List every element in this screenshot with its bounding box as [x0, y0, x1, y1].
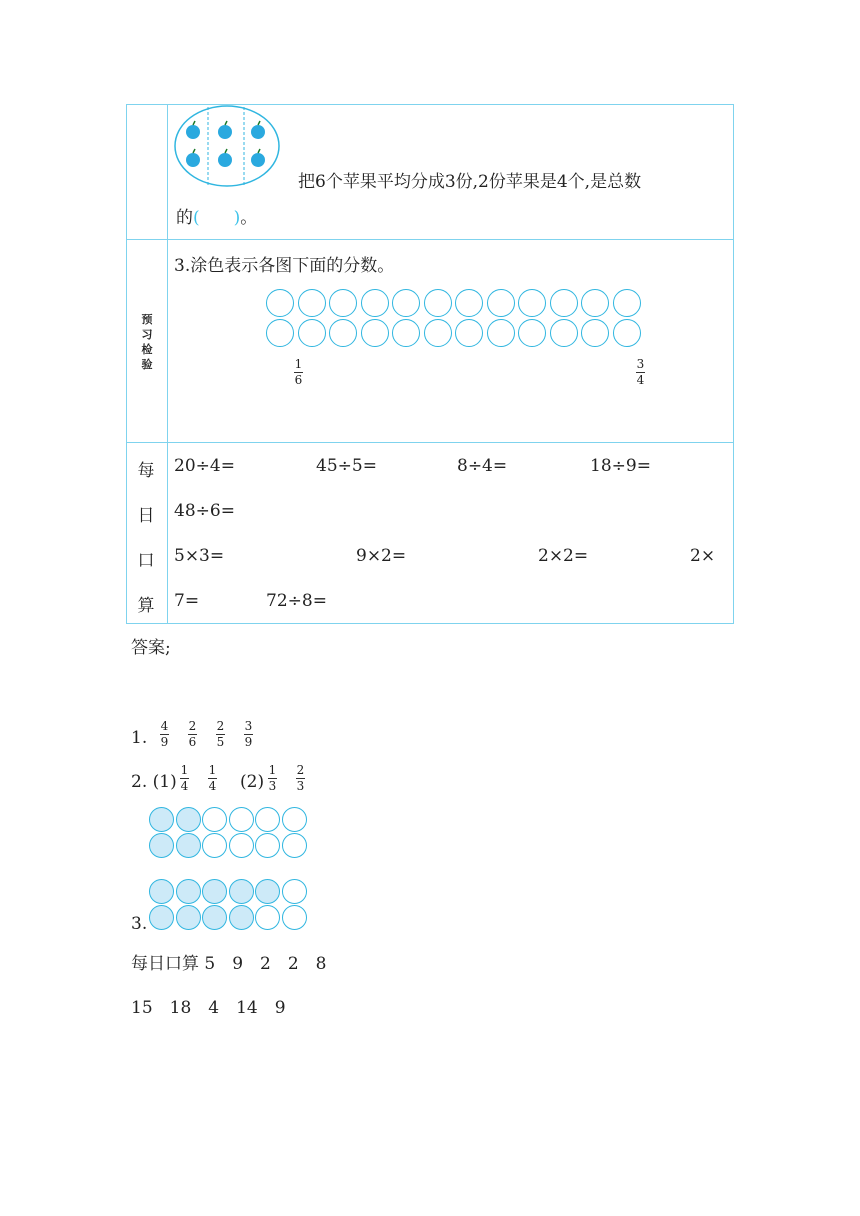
blank-circle[interactable] — [392, 319, 420, 347]
blank-circle[interactable] — [581, 319, 609, 347]
blank-circle[interactable] — [581, 289, 609, 317]
denominator: 4 — [208, 779, 217, 793]
answer-daily-line2: 15 18 4 14 9 — [131, 998, 286, 1018]
blank-circle[interactable] — [266, 289, 294, 317]
label-char: 习 — [141, 328, 153, 341]
shaded-circle — [149, 905, 174, 930]
blank-circle[interactable] — [392, 289, 420, 317]
shaded-circle — [202, 879, 227, 904]
shaded-circle — [202, 905, 227, 930]
calc-item: 20÷4= — [174, 456, 235, 476]
shaded-circle — [229, 879, 254, 904]
blank-circle[interactable] — [455, 319, 483, 347]
blank-circle[interactable] — [550, 289, 578, 317]
apple-oval-illustration — [172, 103, 282, 189]
answer2-label: 2. (1) — [131, 772, 177, 792]
answer1-label: 1. — [131, 728, 148, 748]
shaded-circle — [176, 807, 201, 832]
blank-circle[interactable] — [487, 289, 515, 317]
blank-circle[interactable] — [298, 289, 326, 317]
blank-circle[interactable] — [550, 319, 578, 347]
answer1-fraction — [244, 720, 253, 749]
fraction-three-fourths — [636, 358, 645, 387]
fraction-one-sixth — [294, 358, 303, 387]
shaded-circle — [229, 905, 254, 930]
daily-label-char: 算 — [137, 596, 155, 616]
answers-heading: 答案; — [131, 638, 171, 658]
shaded-circle — [176, 879, 201, 904]
table-row-divider-2 — [126, 442, 734, 443]
denominator: 9 — [244, 735, 253, 749]
blank-circle[interactable] — [424, 319, 452, 347]
shaded-circle — [149, 833, 174, 858]
calc-item: 8÷4= — [457, 456, 508, 476]
denominator: 4 — [180, 779, 189, 793]
unshaded-circle — [255, 807, 280, 832]
calc-item: 5×3= — [174, 546, 225, 566]
shaded-circle — [176, 833, 201, 858]
answer2-fraction — [296, 764, 305, 793]
calc-item: 9×2= — [356, 546, 407, 566]
answer1-fraction — [216, 720, 225, 749]
numerator: 2 — [188, 719, 197, 733]
question2-prefix: 的 — [176, 208, 193, 228]
question2-line2 — [176, 208, 257, 228]
blank-circle[interactable] — [518, 319, 546, 347]
blank-circle[interactable] — [298, 319, 326, 347]
unshaded-circle — [255, 905, 280, 930]
answer2-fraction — [268, 764, 277, 793]
denominator: 5 — [216, 735, 225, 749]
daily-label-char: 每 — [137, 461, 155, 481]
calc-item: 2× — [690, 546, 716, 566]
unshaded-circle — [282, 833, 307, 858]
shaded-circle — [176, 905, 201, 930]
numerator: 1 — [180, 763, 189, 777]
blank-circle[interactable] — [613, 319, 641, 347]
question3-title: 3.涂色表示各图下面的分数。 — [174, 256, 395, 276]
blank-circle[interactable] — [361, 319, 389, 347]
numerator: 2 — [296, 763, 305, 777]
unshaded-circle — [255, 833, 280, 858]
blank-circle[interactable] — [329, 319, 357, 347]
numerator: 2 — [216, 719, 225, 733]
answer3-label: 3. — [131, 914, 148, 934]
numerator: 1 — [268, 763, 277, 777]
denominator: 3 — [268, 779, 277, 793]
blank-circle[interactable] — [266, 319, 294, 347]
denominator: 9 — [160, 735, 169, 749]
calc-item: 72÷8= — [266, 591, 327, 611]
answer2-fraction — [208, 764, 217, 793]
unshaded-circle — [282, 807, 307, 832]
numerator: 3 — [636, 357, 645, 371]
denominator: 3 — [296, 779, 305, 793]
numerator: 3 — [244, 719, 253, 733]
blank-circle[interactable] — [329, 289, 357, 317]
unshaded-circle — [282, 879, 307, 904]
answer-blank[interactable]: ( ) — [193, 208, 241, 228]
denominator: 4 — [636, 373, 645, 387]
blank-circle[interactable] — [518, 289, 546, 317]
shaded-circle — [255, 879, 280, 904]
label-char: 预 — [141, 313, 153, 326]
table-row-divider-1 — [126, 239, 734, 240]
blank-circle[interactable] — [487, 319, 515, 347]
answer1-fraction — [160, 720, 169, 749]
unshaded-circle — [282, 905, 307, 930]
calc-item: 18÷9= — [590, 456, 651, 476]
answer-daily-line1: 每日口算 5 9 2 2 8 — [131, 954, 327, 974]
unshaded-circle — [229, 833, 254, 858]
shaded-circle — [149, 807, 174, 832]
unshaded-circle — [202, 833, 227, 858]
denominator: 6 — [294, 373, 303, 387]
table-right-border — [733, 104, 734, 624]
table-label-divider — [167, 104, 168, 624]
calc-item: 48÷6= — [174, 501, 235, 521]
preview-check-label — [137, 312, 157, 372]
numerator: 4 — [160, 719, 169, 733]
unshaded-circle — [202, 807, 227, 832]
question2-text: 把6个苹果平均分成3份,2份苹果是4个,是总数 — [298, 172, 642, 192]
blank-circle[interactable] — [361, 289, 389, 317]
shaded-circle — [149, 879, 174, 904]
label-char: 检 — [141, 343, 153, 356]
answer2-label2: (2) — [240, 772, 265, 792]
answer2-fraction — [180, 764, 189, 793]
blank-circle[interactable] — [613, 289, 641, 317]
daily-label-char: 口 — [137, 551, 155, 571]
label-char: 验 — [141, 358, 153, 371]
numerator: 1 — [294, 357, 303, 371]
denominator: 6 — [188, 735, 197, 749]
answer1-fraction — [188, 720, 197, 749]
question2-suffix: 。 — [240, 208, 258, 228]
calc-item: 2×2= — [538, 546, 589, 566]
table-bottom-border — [126, 623, 734, 624]
calc-item: 7= — [174, 591, 200, 611]
daily-label-char: 日 — [137, 506, 155, 526]
unshaded-circle — [229, 807, 254, 832]
table-left-border — [126, 104, 127, 624]
blank-circle[interactable] — [455, 289, 483, 317]
calc-item: 45÷5= — [316, 456, 377, 476]
numerator: 1 — [208, 763, 217, 777]
blank-circle[interactable] — [424, 289, 452, 317]
